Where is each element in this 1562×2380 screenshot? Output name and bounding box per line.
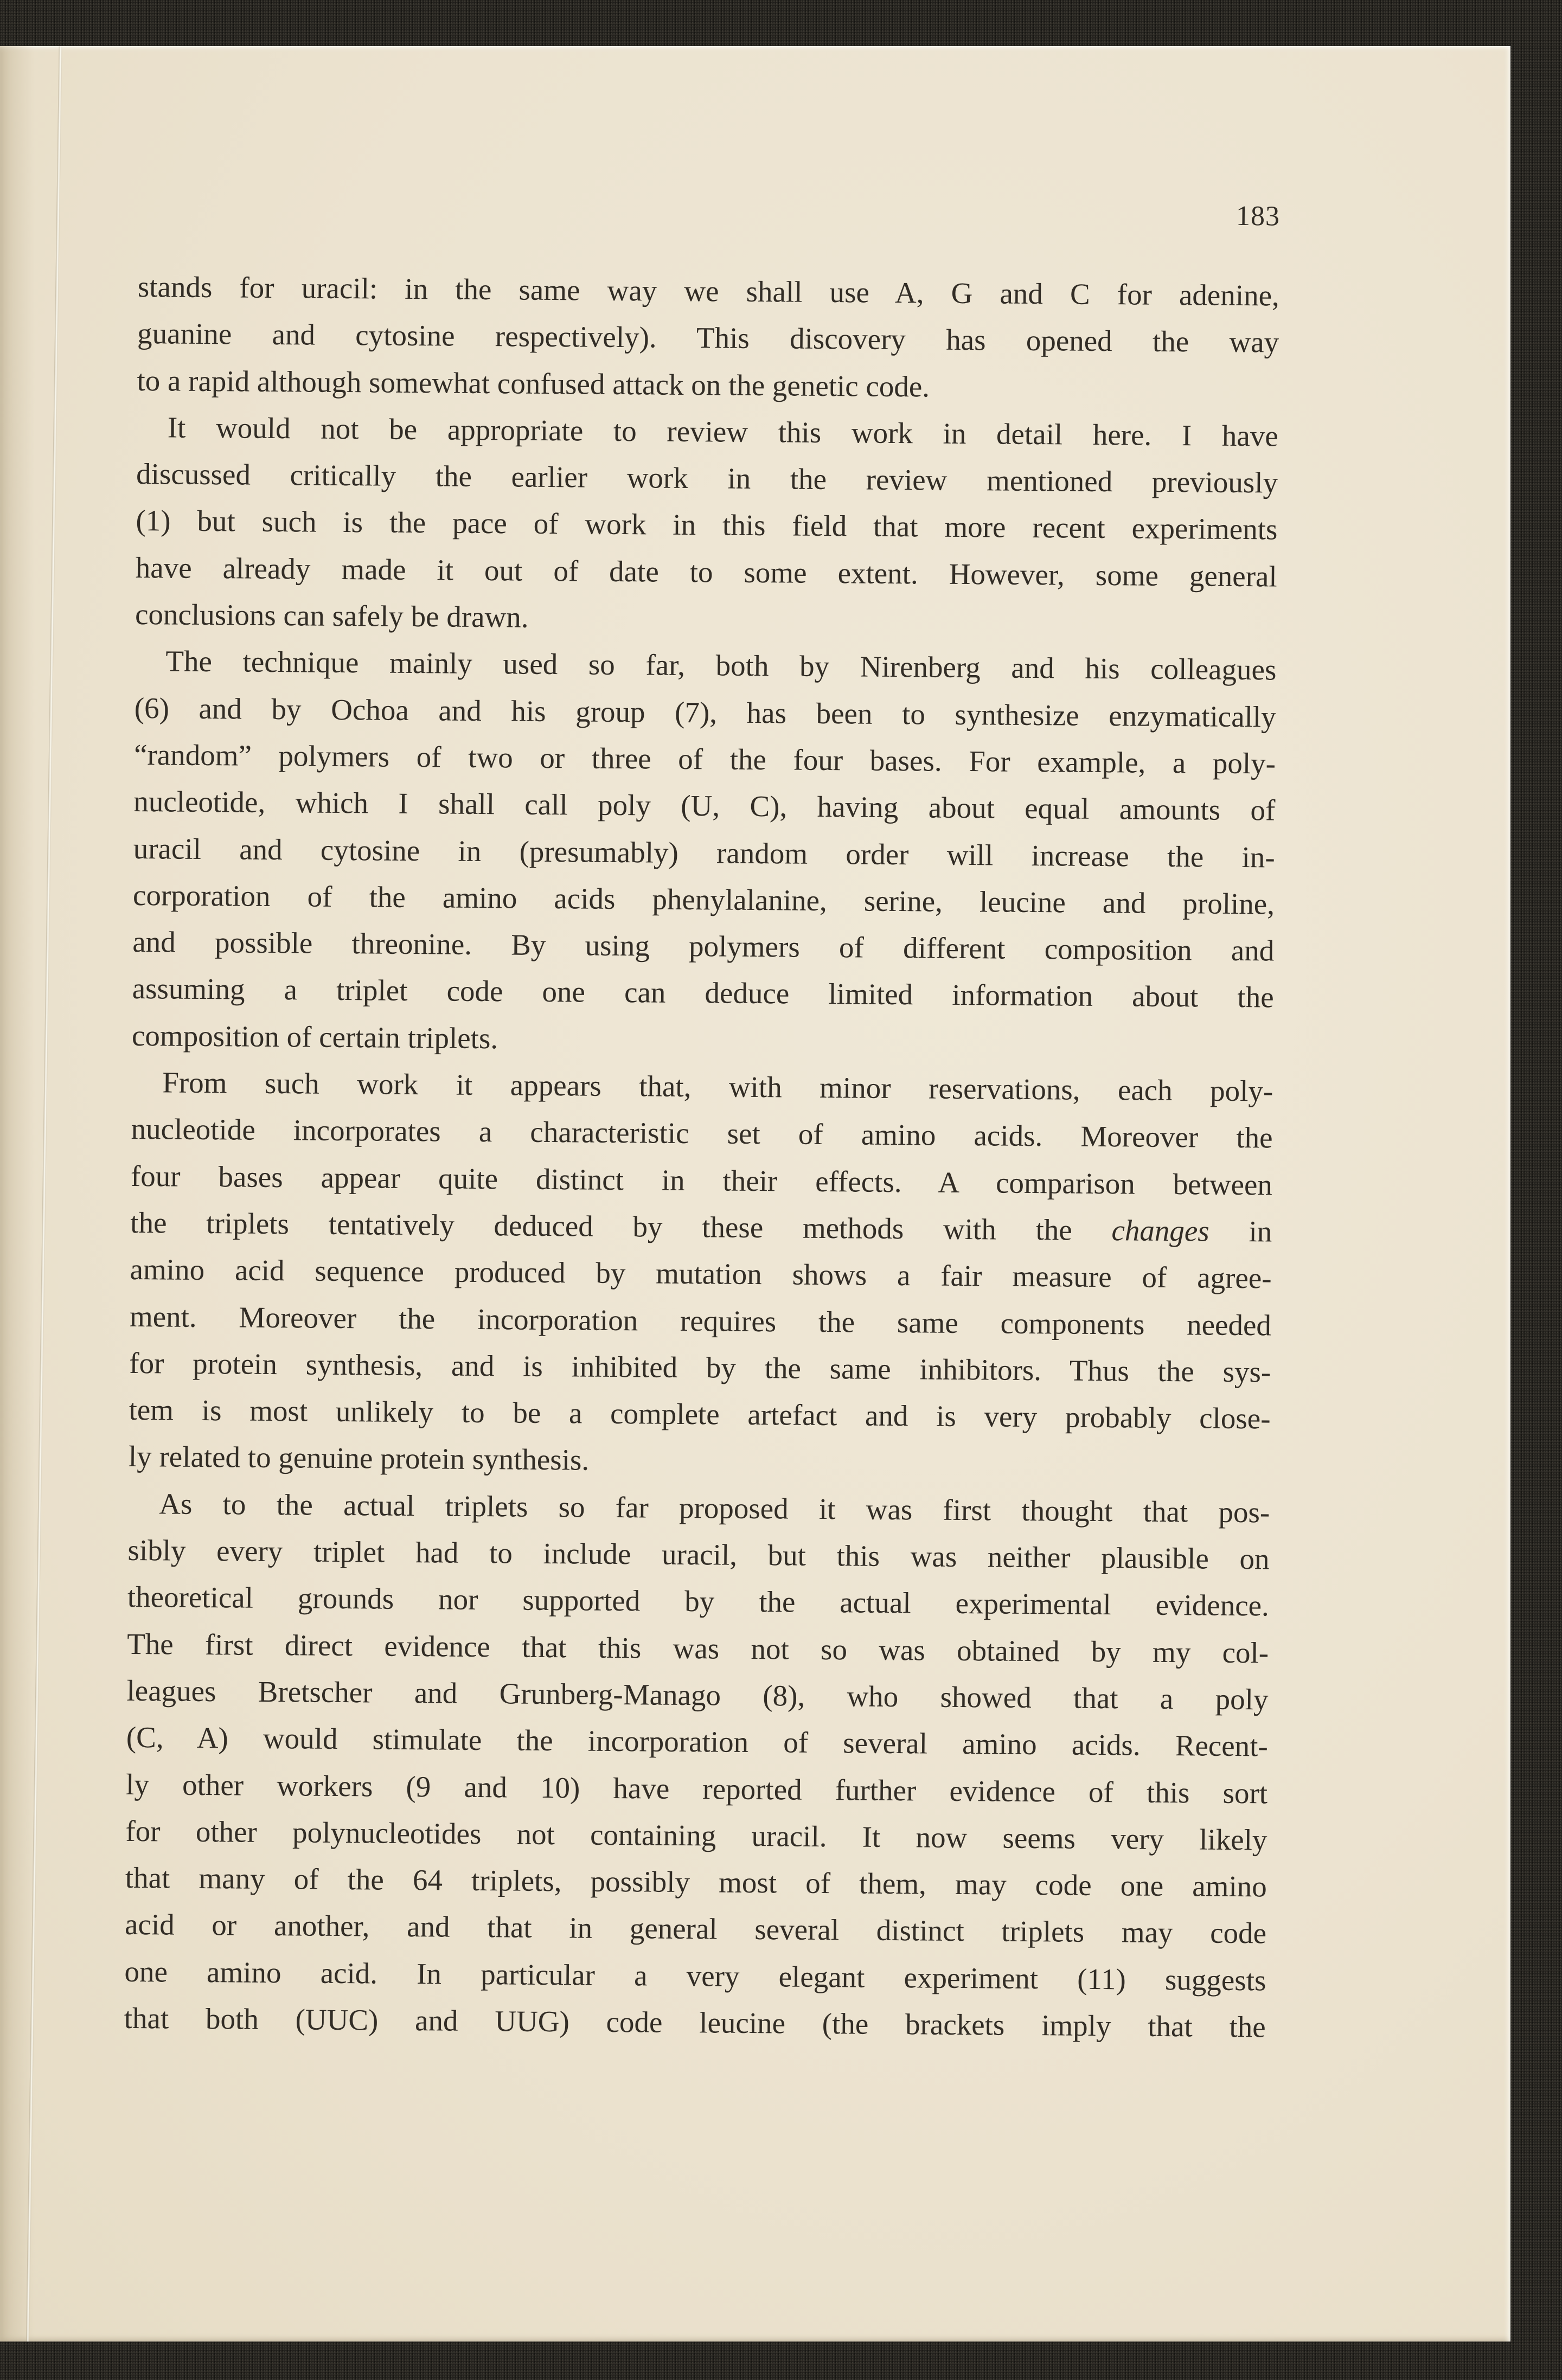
text-line: ly related to genuine protein synthesis. xyxy=(128,1440,590,1477)
text-line: It would not be appropriate to review this work in detail here. I have xyxy=(167,410,1279,453)
text-line: theoretical grounds nor supported by the actual experimental evidence. xyxy=(127,1580,1270,1622)
page-content xyxy=(0,45,1512,2352)
text-line: corporation of the amino acids phenylalanine, serine, leucine and proline, xyxy=(132,878,1275,921)
text-line: and possible threonine. By using polymers of different composition and xyxy=(132,925,1275,967)
book-page xyxy=(0,46,1510,2341)
text-line: ment. Moreover the incorporation requires the same components needed xyxy=(129,1299,1272,1342)
text-line: The first direct evidence that this was not so was obtained by my col- xyxy=(126,1627,1269,1670)
text-line: nucleotide, which I shall call poly (U, C), having about equal amounts of xyxy=(133,785,1276,827)
text-line: conclusions can safely be drawn. xyxy=(135,598,529,634)
text-line: tem is most unlikely to be a complete artefact and is very probably close- xyxy=(129,1393,1271,1435)
text-line: ly other workers (9 and 10) have reported further evidence of this sort xyxy=(125,1767,1268,1810)
text-line: “random” polymers of two or three of the four bases. For example, a poly- xyxy=(133,737,1276,780)
text-line: (1) but such is the pace of work in this field that more recent experiments xyxy=(136,504,1278,546)
text-line: four bases appear quite distinct in their effects. A comparison between xyxy=(130,1159,1273,1202)
text-line: (C, A) would stimulate the incorporation of several amino acids. Recent- xyxy=(126,1721,1269,1763)
text-line: to a rapid although somewhat confused attack on the genetic code. xyxy=(137,363,930,403)
text-line: nucleotide incorporates a characteristic set of amino acids. Moreover the xyxy=(131,1112,1273,1154)
text-line: for protein synthesis, and is inhibited by the same inhibitors. Thus the sys- xyxy=(129,1346,1271,1389)
text-line: amino acid sequence produced by mutation shows a fair measure of agree- xyxy=(130,1253,1272,1295)
text-line: From such work it appears that, with minor reservations, each poly- xyxy=(162,1066,1273,1108)
text-line: that many of the 64 triplets, possibly most of them, may code one amino xyxy=(125,1861,1267,1903)
text-line: uracil and cytosine in (presumably) random order will increase the in- xyxy=(133,831,1275,874)
text-line: The technique mainly used so far, both by Nirenberg and his colleagues xyxy=(165,644,1277,687)
text-line: assuming a triplet code one can deduce limited information about the xyxy=(132,972,1274,1014)
text-line: that both (UUC) and UUG) code leucine (the brackets imply that the xyxy=(124,2001,1266,2044)
text-line: sibly every triplet had to include uracil, but this was neither plausible on xyxy=(127,1533,1270,1576)
text-line: As to the actual triplets so far proposed it was first thought that pos- xyxy=(159,1487,1270,1529)
text-line: the triplets tentatively deduced by these methods with the changes in xyxy=(130,1205,1272,1248)
text-line: leagues Bretscher and Grunberg-Manago (8), who showed that a poly xyxy=(126,1673,1269,1716)
page-number: 183 xyxy=(1235,200,1281,232)
text-line: acid or another, and that in general several distinct triplets may code xyxy=(124,1908,1267,1950)
text-line: for other polynucleotides not containing uracil. It now seems very likely xyxy=(125,1814,1267,1857)
text-line: discussed critically the earlier work in the review mentioned previously xyxy=(136,457,1278,499)
text-line: have already made it out of date to some extent. However, some general xyxy=(135,550,1277,593)
text-line: composition of certain triplets. xyxy=(131,1018,498,1055)
text-line: (6) and by Ochoa and his group (7), has been to synthesize enzymatically xyxy=(134,691,1276,734)
text-line: guanine and cytosine respectively). This discovery has opened the way xyxy=(137,317,1279,359)
text-line: stands for uracil: in the same way we shall use A, G and C for adenine, xyxy=(137,270,1280,312)
page-text-block xyxy=(124,264,1279,2051)
text-line: one amino acid. In particular a very elegant experiment (11) suggests xyxy=(124,1954,1266,1997)
